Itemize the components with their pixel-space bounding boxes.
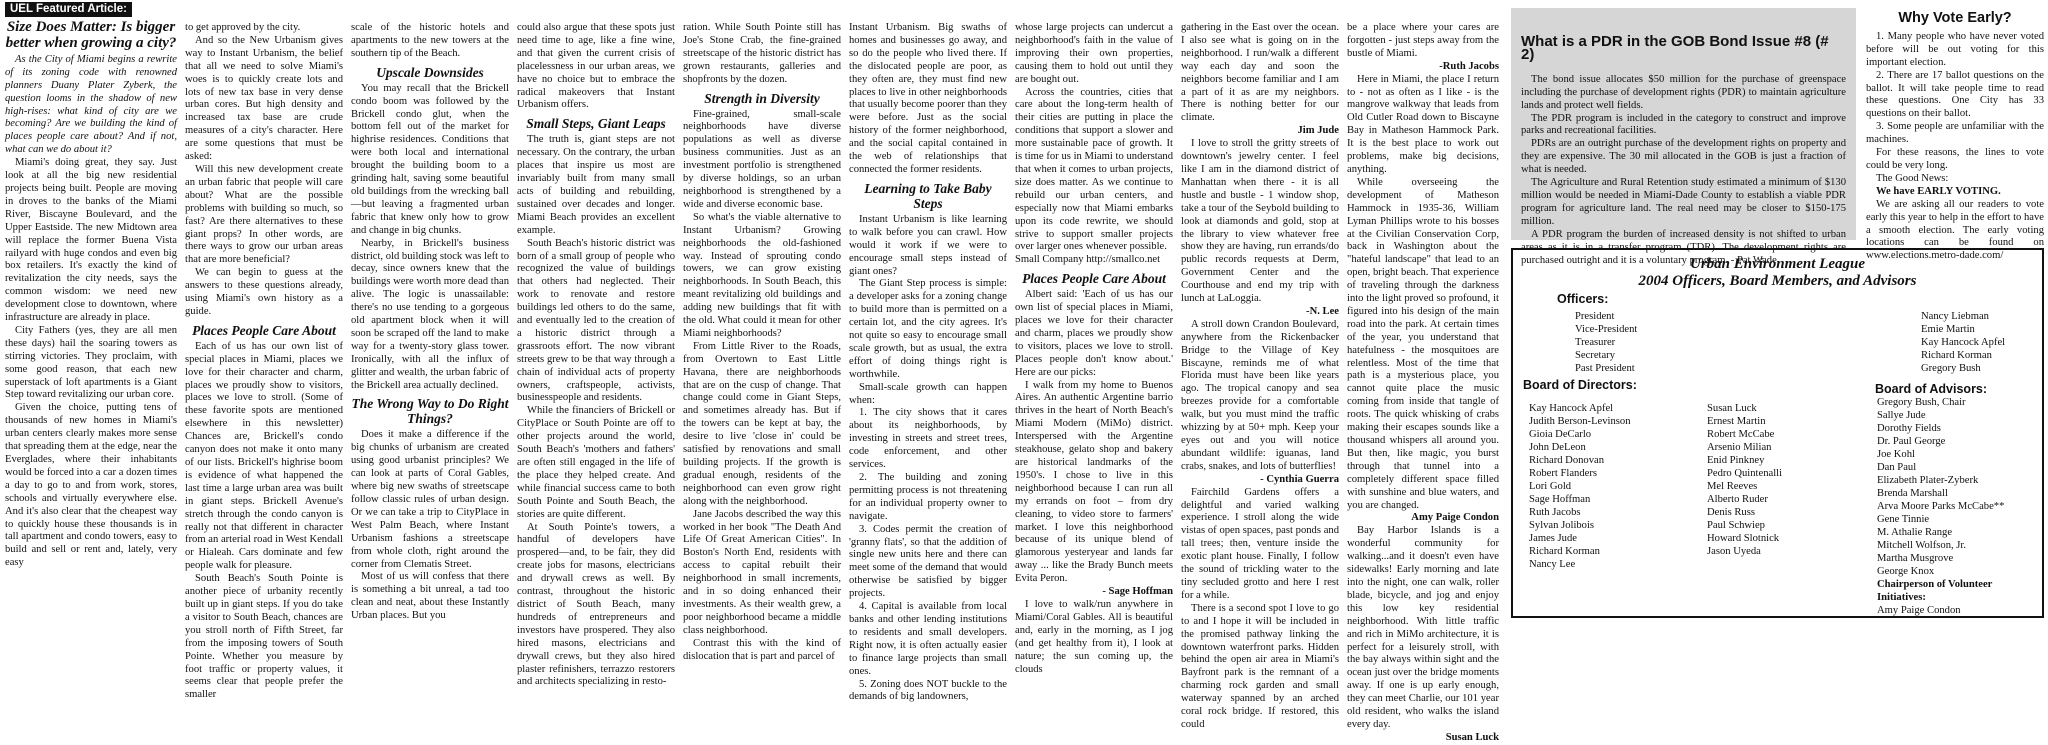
author-signature: - Sage Hoffman bbox=[1102, 586, 1173, 598]
article-paragraph: Each of us has our own list of special places in Miami, places we love for their character and charm, places we proudly show to visitors, places we love to stroll. (Some of these favorite spots are mentioned elsewhere in this newsletter) Chances are, Brickell's condo canyon does not make it onto many of our lists. Brickell's highrise boom is evidence of what happened the last time a large urban area was built in giant steps. Brickell Avenue's stretch through the condo canyon is really not that different in character from an arterial road in West Kendall or Hialeah. Cars dominate and few people walk for pleasure. bbox=[185, 340, 343, 572]
article-paragraph: Contrast this with the kind of dislocation that is part and parcel of bbox=[683, 637, 841, 662]
list-item: Elizabeth Plater-Zyberk bbox=[1877, 475, 1979, 486]
vote-early-title: Why Vote Early? bbox=[1898, 10, 2012, 26]
article-paragraph: scale of the historic hotels and apartments to the new towers at the southern tip of the Beach. bbox=[351, 22, 509, 59]
article-paragraph: 5. Zoning does NOT buckle to the demands of big landowners, bbox=[849, 678, 1007, 703]
vote-paragraph: 2. There are 17 ballot questions on the ballot. It will take people time to read these questions. One City has 33 questions on their ballot. bbox=[1866, 69, 2044, 120]
article-paragraph: There is a second spot I love to go to and I hope it will be included in the promised pathway linking the downtown waterfront parks. Hidden behind the open air area in Miami's Bayfront park is the remnant of a charming rock garden and small waterway spanned by an arched coral rock bridge. If restored, this could bbox=[1181, 602, 1339, 730]
article-paragraph: While the financiers of Brickell or CityPlace or South Pointe are off to other projects around the world, South Beach's 'mothers and fathers' are often still engaged in the life of the place they helped create. And while financial success came to both South Pointe and South Beach, the stories are quite different. bbox=[517, 405, 675, 520]
section-heading-diversity: Strength in Diversity bbox=[704, 90, 820, 106]
pdr-paragraph: PDRs are an outright purchase of the development rights on property and they are expensive. The 30 mil allocated in the GOB is just a fraction of what is needed. bbox=[1521, 138, 1846, 176]
officer-names-list bbox=[1921, 310, 2005, 375]
article-paragraph: Instant Urbanism. Big swaths of homes and businesses go away, and so do the people who lived there. If the dislocated people are poor, as they often are, they must find new places to live in other neighborhoods that usually become poorer than they were before. Just as the social history of the former neighborhood, and the social capital contained in the web of relationships that connected the former residents. bbox=[849, 22, 1007, 175]
article-paragraph: I love to stroll the gritty streets of downtown's jewelry center. I feel like I am in the diamond district of Manhattan when there - it is all hustle and bustle - 1 window shop, take a tour of the Seybold building to look at diamonds and gold, stop at the library to view whatever free show they are having, run errands/do public records requests at Derm, Government Center and the Courthouse and end my trip with lunch at LaLoggia. bbox=[1181, 138, 1339, 305]
list-item: Gregory Bush, Chair bbox=[1877, 397, 1966, 408]
vote-early-box bbox=[1866, 8, 2044, 262]
list-item: Vice-President bbox=[1575, 324, 1638, 335]
article-paragraph: I love to walk/run anywhere in Miami/Coral Gables. All is beautiful and, early in the morning, as I jog (and get healthy from it), I look at nature; the sun coming up, the clouds bbox=[1015, 598, 1173, 675]
list-item: Treasurer bbox=[1575, 337, 1616, 348]
section-heading-places-2: Places People Care About bbox=[1022, 271, 1166, 287]
article-paragraph: Most of us will confess that there is something a bit unreal, a tad too clean and neat, about these Instantly Urban places. But you bbox=[351, 571, 509, 622]
vote-paragraph: We are asking all our readers to vote early this year to help in the effort to have a smooth election. The early voting locations can be found on www.elections.metro-dade.com/ bbox=[1866, 198, 2044, 262]
author-signature: -Ruth Jacobs bbox=[1439, 60, 1499, 72]
article-paragraph: From Little River to the Roads, from Overtown to East Little Havana, there are neighborhoods that are on the cusp of change. That change could come in Giant Steps, and sometimes already has. But if the towers can be kept at bay, the desire to live 'close in' could be satisfied by renovations and small building projects. If the growth is gradual enough, residents of the neighborhood can even grow right along with the neighborhood. bbox=[683, 340, 841, 507]
list-item: Kay Hancock Apfel bbox=[1921, 337, 2006, 348]
list-item: M. Athalie Range bbox=[1877, 527, 1953, 538]
list-item: Arsenio Milian bbox=[1707, 442, 1772, 453]
article-paragraph: to get approved by the city. bbox=[185, 22, 301, 33]
list-item: Emie Martin bbox=[1921, 324, 1975, 335]
article-column-4 bbox=[517, 22, 675, 688]
section-heading-learning: Learning to Take Baby Steps bbox=[864, 180, 992, 211]
author-affiliation: Small Company http://smallco.net bbox=[1015, 254, 1161, 266]
directors-list-2 bbox=[1707, 402, 1782, 558]
list-item: Robert Flanders bbox=[1529, 468, 1597, 479]
article-paragraph: Fine-grained, small-scale neighborhoods have diverse populations as well as diverse business communities. Just as an investment portfolio is strengthened by diverse holdings, so an urban neighborhood is strengthened by a wide and diverse economic base. bbox=[683, 108, 841, 210]
vote-paragraph: We have EARLY VOTING. bbox=[1876, 185, 2001, 197]
vote-paragraph: For these reasons, the lines to vote could be very long. bbox=[1866, 147, 2044, 171]
uel-title: Urban Environment League bbox=[1689, 256, 1866, 272]
article-paragraph: At South Pointe's towers, a handful of developers have prospered—and, to be fair, they did create jobs for masons, electricians and drywall crews as well. By contrast, throughout the historic district of South Beach, many hundreds of entrepreneurs and investors have prospered. They also hired masons, electricians and drywall crews, but they also hired plaster refinishers, terrazzo restorers and architects specializing in resto- bbox=[517, 521, 675, 688]
article-paragraph: So what's the viable alternative to Instant Urbanism? Growing neighborhoods the old-fashioned way. Instead of sprouting condo towers, we can grow existing neighborhoods. In South Beach, this meant revitalizing old buildings and adding new buildings that fit with the old. What could it mean for other Miami neighborhoods? bbox=[683, 211, 841, 339]
list-item: George Knox bbox=[1877, 566, 1935, 577]
author-signature: Jim Jude bbox=[1297, 125, 1339, 137]
list-item: Mitchell Wolfson, Jr. bbox=[1877, 540, 1966, 551]
article-column-9 bbox=[1347, 22, 1499, 743]
list-item: James Jude bbox=[1529, 533, 1577, 544]
article-paragraph: Will this new development create an urban fabric that people will care about? What are the possible problems with building so much, so fast? Are there alternatives to these giant props? In other words, are there ways to grow our urban areas that are more beneficial? bbox=[185, 163, 343, 266]
article-column-6 bbox=[849, 22, 1007, 703]
article-paragraph: Miami's doing great, they say. Just look at all the big new residential projects being built. People are moving in droves to the banks of the Miami River, Biscayne Boulevard, and the Upper Eastside. The new Midtown area will replace the former Buena Vista railyard with huge condos and even big box retailers. It's exactly the kind of revitalization the city needs, says the common wisdom: we need new development close to downtown, where infrastructure are already in place. bbox=[5, 157, 177, 324]
pdr-paragraph: The PDR program is included in the category to construct and improve parks and recreational facilities. bbox=[1521, 112, 1846, 137]
article-column-8 bbox=[1181, 22, 1339, 730]
list-item: Sallye Jude bbox=[1877, 410, 1926, 421]
article-paragraph: gathering in the East over the ocean. I also see what is going on in the neighborhood. I run/walk a different way each day and soon the neighbors become familiar and I am a part of it as are my neighbors. There is nothing better for our climate. bbox=[1181, 22, 1339, 124]
list-item: Susan Luck bbox=[1707, 403, 1757, 414]
list-item: John DeLeon bbox=[1529, 442, 1586, 453]
article-paragraph: ration. While South Pointe still has Joe's Stone Crab, the fine-grained streetscape of the historic district has grown restaurants, galleries and shopfronts by the dozen. bbox=[683, 22, 841, 85]
article-paragraph: While overseeing the development of Matheson Hammock in 1935-36, William Lyman Phillips wrote to his bosses at the Civilian Conservation Corp, back in Washington about the "hateful landscape" that lead to an open, bright beach. That experience of traveling through the darkness into the light proved so profound, it figured into his design of the main road into the park. At certain times of the year, you understand that hatefulness - the mosquitoes are relentless. Most of the time that path is a mysterious place, you cannot quite place the music coming from inside that tangle of roots. The quick whisking of crabs making their escapes sounds like a thousand whispers all around you. But then, like magic, you burst through that tunnel into a completely different space filled with sunshine and blue waters, and you are changed. bbox=[1347, 176, 1499, 511]
advisors-list bbox=[1877, 396, 2042, 617]
article-column-7 bbox=[1015, 22, 1173, 675]
list-item: Dan Paul bbox=[1877, 462, 1917, 473]
list-item: Dr. Paul George bbox=[1877, 436, 1946, 447]
list-item: Martha Musgrove bbox=[1877, 553, 1954, 564]
article-paragraph: And so the New Urbanism gives way to Instant Urbanism, the belief that all we need to solve Miami's woes is to quickly create lots and lots of new tax base in very dense urban cores. But high density and increased tax base are crude measures of a city's character. Here are some questions that must be asked: bbox=[185, 34, 343, 163]
list-item: Nancy Lee bbox=[1529, 559, 1576, 570]
article-paragraph: Nearby, in Brickell's business district, old building stock was left to decay, since owners knew that the buildings were worth more dead than alive. The logic is unassailable: there's no use tending to a gorgeous old apartment block when it will soon be scraped off the land to make way for a twenty-story glass tower. Ironically, with all the influx of glitter and wealth, the urban fabric of the Brickell area actually declined. bbox=[351, 237, 510, 391]
uel-officers-box bbox=[1511, 248, 2044, 618]
author-signature: -N. Lee bbox=[1306, 305, 1339, 317]
article-paragraph: Across the countries, cities that care about the long-term health of their cities are putting in place the conditions that support a slower and more sustainable pace of growth. It is time for us in Miami to understand that when it comes to urban projects, size does matter. As we continue to rebuild our urban centers, and especially now that Miami embarks upon its code rewrite, we should strive to support smaller projects over larger ones whenever possible. bbox=[1015, 86, 1173, 253]
list-item: Past President bbox=[1575, 363, 1635, 374]
article-paragraph: 4. Capital is available from local banks and other lending institutions to residents and small developers. Right now, it is often actually easier to finance large projects than small ones. bbox=[849, 601, 1007, 677]
officer-titles-list bbox=[1575, 310, 1637, 375]
article-paragraph: Bay Harbor Islands is a wonderful community for walking...and it doesn't even have sidewalks! Early morning and late into the night, one can walk, roller blade, bicycle, and jog and enjoy this low key residential neighborhood. With little traffic and rich in MiMo architecture, it is perfect for a leisurely stroll, with the bay always within sight and the ocean just over the bridge moments away. If one is up early enough, they can meet Charlie, our 101 year old resident, who walks the island every day. bbox=[1347, 525, 1499, 730]
pdr-paragraph: A PDR program the burden of increased density is not shifted to urban areas as it is in a transfer program (TDR). The development rights are purchased outright and it is a voluntary program. - Pat Wade bbox=[1521, 228, 1846, 266]
article-column-3 bbox=[351, 22, 510, 622]
article-paragraph: Fairchild Gardens offers a delightful and varied walking experience. I stroll along the wide vistas of open spaces, past ponds and tall trees; then, venture inside the exotic plant house. Finally, I follow the sound of trickling water to the tiny secluded grotto and here I rest for a while. bbox=[1181, 486, 1339, 601]
list-item: Gene Tinnie bbox=[1877, 514, 1930, 525]
article-paragraph: I walk from my home to Buenos Aires. An authentic Argentine barrio thrives in the heart of North Beach's Miami Modern (MiMo) district. Interspersed with the Argentine steakhouse, gelato shop and bakery are historical landmarks of the 1950's. I chose to live in this neighborhood because I can run all my errands on foot – from dry cleaning, to video store to farmers' market. I love this neighborhood because of its unique blend of glamorous yesteryear and lands far away ... like the Brady Bunch meets Evita Peron. bbox=[1015, 379, 1173, 585]
article-paragraph: could also argue that these spots just need time to age, like a fine wine, and that given the current crisis of placelessness in our urban areas, we have no choice but to embrace the radical makeovers that Instant Urbanism offers. bbox=[517, 22, 675, 111]
featured-article-tag: UEL Featured Article: bbox=[5, 2, 132, 17]
list-item: Dorothy Fields bbox=[1877, 423, 1941, 434]
article-paragraph: City Fathers (yes, they are all men these days) hail the soaring towers as stirring victories. They proclaim, with some good reason, that each new superstack of loft apartments is a Giant Step toward revitalizing our urban core. bbox=[5, 324, 177, 401]
list-item: Enid Pinkney bbox=[1707, 455, 1765, 466]
list-item: Kay Hancock Apfel bbox=[1529, 403, 1614, 414]
list-item: Nancy Liebman bbox=[1921, 311, 1989, 322]
article-paragraph: Jane Jacobs described the way this worked in her book "The Death And Life Of Great American Cities". In Boston's North End, residents with access to capital rebuilt their neighborhood in small increments, and in so doing enhanced their investments. As their wealth grew, a poor neighborhood became a middle class neighborhood. bbox=[683, 508, 841, 636]
featured-article-lede: As the City of Miami begins a rewrite of its zoning code with renowned planners Duany Plater Zyberk, the question looms in the shadow of new high-rises: what kind of city are we becoming? Are we building the kind of places people care about? And if not, what can we do about it? bbox=[5, 53, 177, 156]
author-signature: Susan Luck bbox=[1445, 731, 1499, 743]
article-column-5 bbox=[683, 22, 841, 662]
article-paragraph: Does it make a difference if the big chunks of urbanism are created using good urbanist principles? We can look at parts of Coral Gables, where big new swaths of streetscape follow classic rules of urban design. Or we can take a trip to CityPlace in West Palm Beach, where Instant Urbanism fashions a streetscape from whole cloth, right around the corner from Clematis Street. bbox=[351, 429, 509, 570]
list-item: Ruth Jacobs bbox=[1529, 507, 1581, 518]
officers-heading: Officers: bbox=[1557, 292, 1609, 306]
directors-list-1 bbox=[1529, 402, 1631, 571]
article-column-2 bbox=[185, 22, 343, 701]
article-paragraph: Given the choice, putting tens of thousands of new homes in Miami's urban centers clearly makes more sense that spreading them at the edge, near the Everglades, where their inhabitants would be forced into a car a dozen times a day to go to and from work, stores, schools and virtually everywhere else. And it's also clear that the cheapest way to quickly house these thousands is in tall apartment and condo towers, easy to build and sell or rent and, lately, very easy bbox=[5, 402, 177, 569]
article-paragraph: Here in Miami, the place I return to - not as often as I like - is the mangrove walkway that leads from Old Cutler Road down to Biscayne Bay in Matheson Hammock Park. It is the best place to work out problems, make big decisions, anything. bbox=[1347, 73, 1499, 175]
pdr-title: What is a PDR in the GOB Bond Issue #8 (# 2) bbox=[1521, 33, 1829, 63]
section-heading-places: Places People Care About bbox=[192, 322, 336, 338]
featured-article-title: Size Does Matter: Is bigger better when growing a city? bbox=[5, 18, 177, 52]
author-signature: Amy Paige Condon bbox=[1411, 512, 1499, 524]
article-paragraph: Instant Urbanism is like learning to walk before you can crawl. How would it work if we were to encourage small steps instead of giant ones? bbox=[849, 213, 1007, 277]
article-paragraph: The truth is, giant steps are not necessary. On the contrary, the urban places that inspire us most are invariably built from many small acts of building and rebuilding, sustained over decades and longer. Miami Beach provides an excellent example. bbox=[517, 134, 675, 236]
list-item: Gioia DeCarlo bbox=[1529, 429, 1592, 440]
article-paragraph: You may recall that the Brickell condo boom was followed by the Brickell condo glut, when the bottom fell out of the market for highrise residences. Conditions that were both local and international brought the building boom to a grinding halt, saving some beautiful old buildings from the wrecking ball—but leaving a fragmented urban fabric that knew only how to grow and change in big chunks. bbox=[351, 82, 509, 236]
list-item: Gregory Bush bbox=[1921, 363, 1981, 374]
list-item: Richard Donovan bbox=[1529, 455, 1605, 466]
author-signature: - Cynthia Guerra bbox=[1260, 473, 1339, 485]
vote-paragraph: The Good News: bbox=[1876, 172, 1949, 184]
list-item: President bbox=[1575, 311, 1615, 322]
article-paragraph: A stroll down Crandon Boulevard, anywhere from the Rickenbacker Bridge to the Village of Key Biscayne, reminds me of what Florida must have been like years ago. The tropical canopy and sea breezes provide for a comfortable walk, but you must mind the traffic whizzing by at 50+ mph. Keep your eyes out and you will notice abundant wildlife: iguanas, land crabs, snakes, and lots of butterflies! bbox=[1181, 318, 1339, 472]
article-paragraph: be a place where your cares are forgotten - just steps away from the bustle of Miami. bbox=[1347, 22, 1499, 59]
vote-paragraph: 1. Many people who have never voted before will be out voting for this important election. bbox=[1866, 30, 2044, 68]
list-item: Lori Gold bbox=[1529, 481, 1572, 492]
list-item: Mel Reeves bbox=[1707, 481, 1758, 492]
section-heading-small-steps: Small Steps, Giant Leaps bbox=[526, 116, 666, 132]
vote-paragraph: 3. Some people are unfamiliar with the machines. bbox=[1866, 121, 2044, 146]
pdr-paragraph: The bond issue allocates $50 million for the purchase of greenspace including the purchase of development rights (PDR) to maintain agriculture lands and protect well fields. bbox=[1521, 73, 1846, 111]
pdr-paragraph: The Agriculture and Rural Retention study estimated a minimum of $130 million would be needed in Miami-Dade County to establish a viable PDR program for agriculture land. The real need may be closer to $150-175 million. bbox=[1521, 177, 1846, 227]
article-paragraph: 3. Codes permit the creation of 'granny flats', so that the addition of single new units here and there can meet some of the demand that would otherwise be satisfied by bigger projects. bbox=[849, 523, 1007, 600]
article-paragraph: Small-scale growth can happen when: bbox=[849, 381, 1007, 406]
list-item: Joe Kohl bbox=[1877, 449, 1915, 460]
list-item: Secretary bbox=[1575, 350, 1615, 361]
directors-heading: Board of Directors: bbox=[1523, 378, 1637, 392]
uel-subtitle: 2004 Officers, Board Members, and Advisors bbox=[1638, 273, 1917, 289]
section-heading-wrong-way: The Wrong Way to Do Right Things? bbox=[351, 396, 509, 427]
list-item: Denis Russ bbox=[1707, 507, 1755, 518]
list-item: Richard Korman bbox=[1529, 546, 1600, 557]
list-item: Brenda Marshall bbox=[1877, 488, 1948, 499]
list-item: Arva Moore Parks McCabe** bbox=[1877, 501, 2005, 512]
list-item: Pedro Quintenalli bbox=[1707, 468, 1783, 479]
list-item: Richard Korman bbox=[1921, 350, 1992, 361]
article-paragraph: The Giant Step process is simple: a developer asks for a zoning change to build more than is permitted on a certain lot, and the city agrees. It's not quite so easy to encourage small scale growth, but as usual, the extra effort of doing things right is worthwhile. bbox=[849, 278, 1007, 380]
article-paragraph: We can begin to guess at the answers to these questions already, using Miami's own history as a guide. bbox=[185, 267, 343, 317]
article-paragraph: South Beach's South Pointe is another piece of urbanity recently built up in giant steps. If you do take a visitor to South Beach, chances are you stroll north of Fifth Street, far from the imposing towers of South Pointe. Whether you measure by foot traffic or property values, it seems clear that people prefer the smaller bbox=[185, 573, 343, 701]
article-paragraph: 2. The building and zoning permitting process is not threatening for an individual property owner to navigate. bbox=[849, 472, 1007, 522]
article-paragraph: Albert said: 'Each of us has our own list of special places in Miami, places we love for their character and charm, places we proudly show to visitors, places we love to stroll. Places people don't know about.' Here are our picks: bbox=[1015, 289, 1173, 378]
list-item: Judith Berson-Levinson bbox=[1529, 416, 1631, 427]
list-item: Alberto Ruder bbox=[1707, 494, 1768, 505]
article-paragraph: 1. The city shows that it cares about its neighborhoods, by investing in streets and street trees, code enforcement, and other services. bbox=[849, 407, 1007, 471]
list-item: Ernest Martin bbox=[1707, 416, 1766, 427]
list-item: Robert McCabe bbox=[1707, 429, 1775, 440]
volunteer-chair-name: Amy Paige Condon bbox=[1877, 605, 1961, 616]
article-paragraph: South Beach's historic district was born of a small group of people who recognized the value of buildings that others had neglected. Their work to renovate and restore buildings led others to do the same, and eventually led to the creation of a historic district through a grassroots effort. The now vibrant streets grew to be that way through a chain of individual acts of property owners, craftspeople, activists, businesspeople and residents. bbox=[517, 237, 675, 404]
volunteer-chair-label: Chairperson of Volunteer Initiatives: bbox=[1877, 579, 1993, 603]
list-item: Howard Slotnick bbox=[1707, 533, 1780, 544]
list-item: Sage Hoffman bbox=[1529, 494, 1591, 505]
section-heading-upscale: Upscale Downsides bbox=[376, 64, 484, 80]
list-item: Paul Schwiep bbox=[1707, 520, 1765, 531]
list-item: Jason Uyeda bbox=[1707, 546, 1761, 557]
featured-article-column bbox=[5, 2, 177, 618]
list-item: Sylvan Jolibois bbox=[1529, 520, 1595, 531]
advisors-heading: Board of Advisors: bbox=[1875, 382, 1988, 396]
article-paragraph: whose large projects can undercut a neighborhood's faith in the value of improving their own properties, causing them to hold out until they are bought out. bbox=[1015, 22, 1173, 85]
